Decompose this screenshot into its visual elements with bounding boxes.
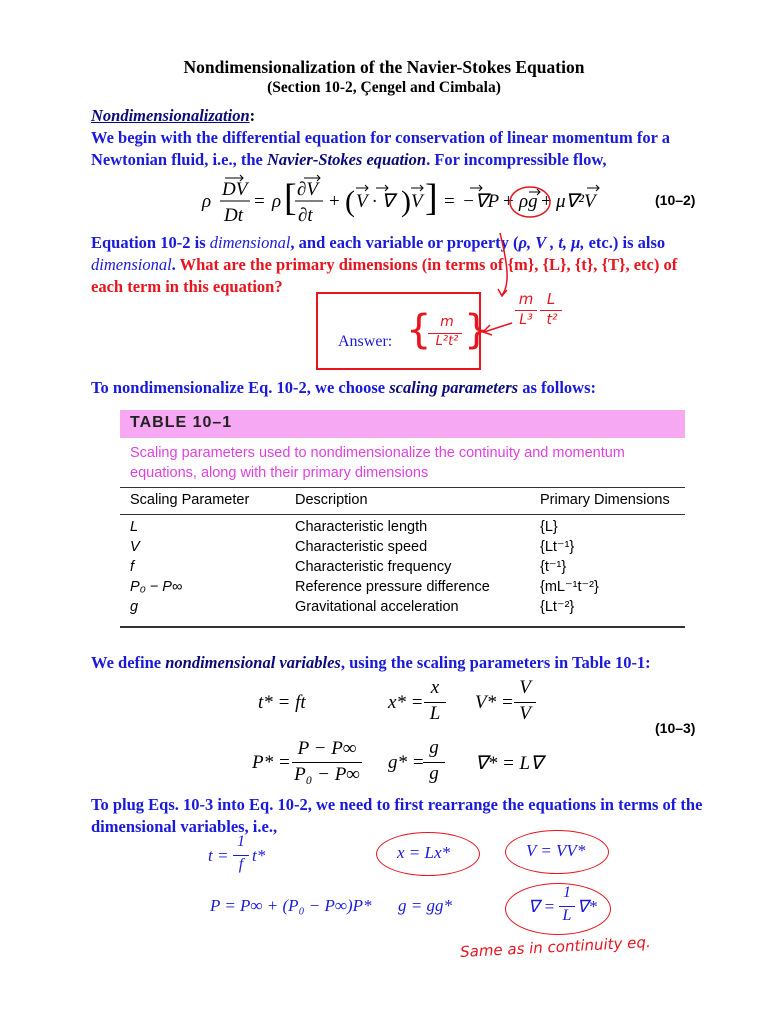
eq-x-star-lhs: x* =	[388, 692, 424, 713]
table-header-rule	[120, 514, 685, 515]
dimensional-paragraph	[91, 232, 731, 298]
eq-g-rearranged: g = gg*	[398, 896, 452, 915]
svg-text:=: =	[254, 191, 265, 212]
annotation-den-1: L³	[519, 312, 533, 328]
heading-colon: :	[249, 106, 256, 125]
eq-nabla-lhs: ∇ =	[528, 897, 556, 916]
eq-t-star: t* = ft	[258, 692, 306, 713]
table-header-desc: Description	[295, 492, 368, 508]
answer-denominator: L²t²	[435, 334, 459, 349]
rearrange-paragraph: To plug Eqs. 10-3 into Eq. 10-2, we need to first rearrange the equations in terms of the dimensional variables, i.e.,	[91, 795, 703, 836]
intro-line-1: We begin with the differential equation for conservation of linear momentum for a	[91, 128, 670, 147]
eq-v-star-num: V	[519, 677, 531, 698]
eq-x-star-num: x	[430, 677, 440, 698]
eq-p-rearranged: P = P∞ + (P₀ − P∞)P*	[210, 896, 372, 915]
svg-text:μ∇²V: μ∇²V	[556, 191, 596, 212]
handwritten-note: Same as in continuity eq.	[459, 933, 652, 961]
nondimensional-variables-term: nondimensional variables	[165, 653, 341, 672]
eq-v-rearranged: V = VV*	[526, 841, 586, 860]
svg-text:V · ∇: V · ∇	[356, 191, 395, 212]
table-top-rule	[120, 487, 685, 488]
answer-box	[316, 292, 490, 370]
svg-text:[: [	[284, 177, 297, 219]
eq-t-lhs: t =	[208, 846, 229, 865]
intro-paragraph	[91, 105, 731, 171]
annotation-num-2: L	[546, 290, 556, 308]
table-header-param: Scaling Parameter	[130, 492, 250, 508]
eq-p-bar	[292, 762, 362, 763]
answer-numerator: m	[440, 314, 454, 330]
svg-text:+: +	[503, 191, 514, 212]
eq-p-star-num: P − P∞	[297, 738, 357, 759]
dimensional-line-1: Equation 10-2 is dimensional, and each variable or property (ρ, V , t, μ, etc.) is also	[91, 233, 666, 252]
svg-text:(: (	[345, 185, 355, 218]
intro-line-2: Newtonian fluid, i.e., the Navier-Stokes equation. For incompressible flow,	[91, 150, 607, 169]
table-label: TABLE 10–1	[130, 414, 233, 431]
scaling-intro: To nondimensionalize Eq. 10-2, we choose scaling parameters as follows:	[91, 378, 596, 397]
svg-text:+: +	[541, 191, 552, 212]
eq-v-star-lhs: V* =	[475, 692, 514, 713]
eq-t-den: f	[238, 856, 244, 873]
svg-text:−∇P: −∇P	[462, 191, 500, 212]
svg-text:∂V: ∂V	[297, 179, 318, 200]
navier-stokes-term: Navier-Stokes equation	[267, 150, 427, 169]
eq-t-num: 1	[237, 833, 245, 850]
svg-text:∂t: ∂t	[298, 205, 313, 226]
svg-text:]: ]	[425, 177, 438, 219]
annotation-den-2: t²	[546, 312, 558, 328]
eq-nabla-star: ∇* = L∇	[475, 753, 543, 774]
svg-text:ρg: ρg	[519, 191, 538, 212]
left-brace: {	[406, 307, 432, 353]
table-row: f Characteristic frequency {t⁻¹}	[130, 559, 567, 575]
annotation-bar-1	[515, 310, 537, 311]
right-brace: }	[464, 307, 490, 353]
eq-nabla-num: 1	[563, 884, 571, 901]
answer-label: Answer:	[338, 333, 393, 350]
eq-g-star-den: g	[429, 763, 439, 784]
svg-text:): )	[401, 185, 411, 218]
table-row: P₀ − P∞ Reference pressure difference {mL⁻¹t⁻²}	[130, 579, 599, 595]
eq-g-star-num: g	[429, 737, 439, 758]
eq-nabla-rhs: ∇*	[577, 897, 597, 916]
eq-x-star-den: L	[429, 703, 441, 724]
table-row: g Gravitational acceleration {Lt⁻²}	[130, 599, 575, 615]
dimensional-line-3: each term in this equation?	[91, 277, 283, 296]
nondim-vars-intro: We define nondimensional variables, using the scaling parameters in Table 10-1:	[91, 653, 651, 672]
equation-10-3-number: (10–3)	[655, 720, 696, 736]
table-label-bar	[120, 410, 685, 438]
eq-t-rhs: t*	[252, 846, 266, 865]
scaling-parameters-term: scaling parameters	[389, 378, 519, 397]
eq-g-star-lhs: g* =	[388, 752, 425, 773]
table-row: V Characteristic speed {Lt⁻¹}	[130, 539, 575, 555]
page-subtitle: (Section 10-2, Çengel and Cimbala)	[267, 79, 501, 96]
svg-text:DV: DV	[222, 179, 248, 200]
table-row: L Characteristic length {L}	[130, 519, 558, 535]
svg-text:Dt: Dt	[224, 205, 243, 226]
table-caption: Scaling parameters used to nondimensionalize the continuity and momentum equations, along with their primary dimensions	[130, 445, 625, 481]
page-title: Nondimensionalization of the Navier-Stokes Equation	[183, 57, 585, 77]
svg-text:ρ: ρ	[202, 191, 212, 212]
section-heading: Nondimensionalization	[91, 106, 250, 125]
svg-text:V: V	[411, 191, 423, 212]
svg-text:ρ: ρ	[272, 191, 282, 212]
eq-p-star-lhs: P* =	[252, 752, 291, 773]
annotation-num-1: m	[518, 290, 534, 308]
eq-p-star-den: P₀ − P∞	[294, 764, 360, 785]
eq-v-star-den: V	[519, 703, 531, 724]
svg-text:+: +	[329, 191, 340, 212]
table-bottom-rule	[120, 626, 685, 628]
dimensional-line-2: dimensional. What are the primary dimensions (in terms of {m}, {L}, {t}, {T}, etc) of	[91, 255, 678, 274]
eq-x-rearranged: x = Lx*	[397, 843, 451, 862]
table-body	[130, 518, 599, 618]
table-header-dims: Primary Dimensions	[540, 492, 670, 508]
equation-10-2-number: (10–2)	[655, 192, 696, 208]
svg-text:=: =	[444, 191, 455, 212]
annotation-bar-2	[540, 310, 562, 311]
eq-nabla-den: L	[562, 907, 572, 924]
